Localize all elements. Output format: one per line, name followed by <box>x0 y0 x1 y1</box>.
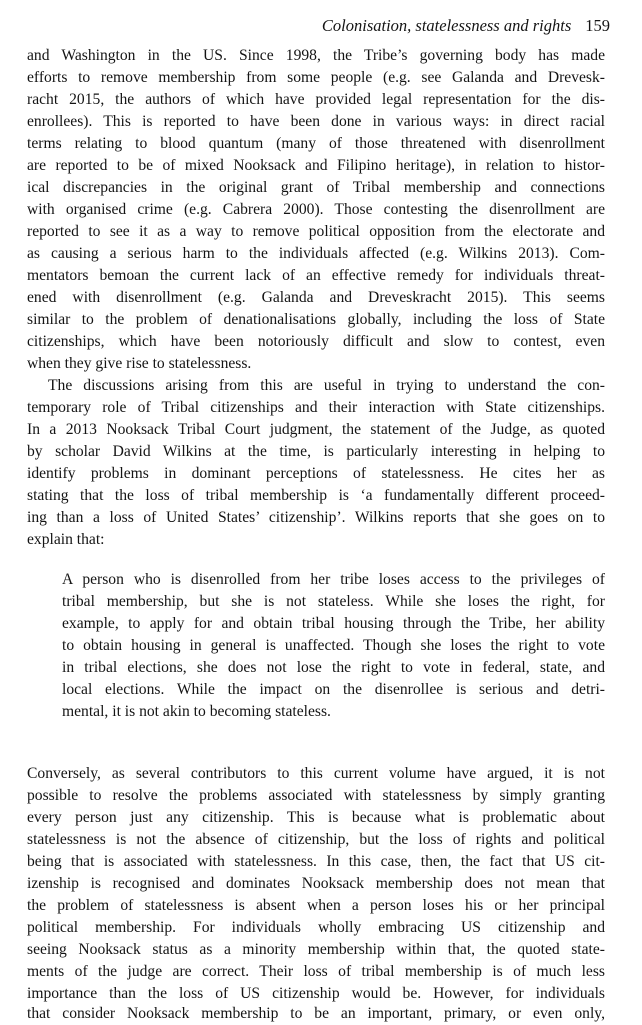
page-number: 159 <box>585 16 610 35</box>
running-header <box>322 16 610 36</box>
text-line: ing than a loss of United States’ citizenship’. Wilkins reports that she goes on to <box>27 509 605 526</box>
text-line: possible to resolve the problems associated with statelessness by simply granting <box>27 787 605 804</box>
text-line: seeing Nooksack status as a minority membership within that, the quoted state- <box>27 941 605 958</box>
running-title: Colonisation, statelessness and rights <box>321 16 572 35</box>
text-line: when they give rise to statelessness. <box>27 355 252 372</box>
text-line: importance than the loss of US citizenship would be. However, for individuals <box>27 985 605 1002</box>
text-line: ments of the judge are correct. Their loss of tribal membership is of much less <box>27 963 605 980</box>
text-line: mentators bemoan the current lack of an effective remedy for individuals threat- <box>27 267 605 284</box>
text-line: ical discrepancies in the original grant of Tribal membership and connections <box>27 179 605 196</box>
text-line: statelessness is not the absence of citizenship, but the loss of rights and political <box>27 831 605 848</box>
text-line: temporary role of Tribal citizenships and their interaction with State citizenships. <box>27 399 605 416</box>
quote-line: example, to apply for and obtain tribal housing through the Tribe, her ability <box>62 615 605 632</box>
text-line: Conversely, as several contributors to this current volume have argued, it is not <box>27 765 605 782</box>
text-line: every person just any citizenship. This is because what is problematic about <box>27 809 605 826</box>
text-line: are reported to be of mixed Nooksack and Filipino heritage), in relation to histor- <box>27 157 605 174</box>
text-line: that consider Nooksack membership to be an important, primary, or even only, <box>27 1005 605 1022</box>
text-line: izenship is recognised and dominates Nooksack membership does not mean that <box>27 875 605 892</box>
text-line: citizenships, which have been notoriously difficult and slow to contest, even <box>27 333 605 350</box>
text-line: The discussions arising from this are useful in trying to understand the con- <box>48 377 605 394</box>
text-line: and Washington in the US. Since 1998, the Tribe’s governing body has made <box>27 47 605 64</box>
text-line: enrollees). This is reported to have been done in various ways: in direct racial <box>27 113 605 130</box>
text-line: similar to the problem of denationalisations globally, including the loss of State <box>27 311 605 328</box>
text-line: as causing a serious harm to the individuals affected (e.g. Wilkins 2013). Com- <box>27 245 605 262</box>
text-line: the problem of statelessness is absent when a person loses his or her principal <box>27 897 605 914</box>
text-line: reported to see it as a way to remove political opposition from the electorate and <box>27 223 605 240</box>
text-line: In a 2013 Nooksack Tribal Court judgment, the statement of the Judge, as quoted <box>27 421 605 438</box>
quote-line: in tribal elections, she does not lose the right to vote in federal, state, and <box>62 659 605 676</box>
text-line: identify problems in dominant perceptions of statelessness. He cites her as <box>27 465 605 482</box>
text-line: racht 2015, the authors of which have provided legal representation for the dis- <box>27 91 605 108</box>
text-line: explain that: <box>27 531 105 548</box>
quote-line: mental, it is not akin to becoming stateless. <box>62 703 331 720</box>
text-line: stating that the loss of tribal membership is ‘a fundamentally different proceed- <box>27 487 605 504</box>
text-line: being that is associated with statelessness. In this case, then, the fact that US cit- <box>27 853 605 870</box>
quote-line: local elections. While the impact on the disenrollee is serious and detri- <box>62 681 605 698</box>
quote-line: to obtain housing in general is unaffected. Though she loses the right to vote <box>62 637 605 654</box>
text-line: ened with disenrollment (e.g. Galanda and Dreveskracht 2015). This seems <box>27 289 605 306</box>
text-line: with organised crime (e.g. Cabrera 2000). Those contesting the disenrollment are <box>27 201 605 218</box>
quote-line: tribal membership, but she is not stateless. While she loses the right, for <box>62 593 605 610</box>
text-line: political membership. For individuals wholly embracing US citizenship and <box>27 919 605 936</box>
quote-line: A person who is disenrolled from her tribe loses access to the privileges of <box>62 571 605 588</box>
text-line: efforts to remove membership from some people (e.g. see Galanda and Drevesk- <box>27 69 605 86</box>
text-line: terms relating to blood quantum (many of those threatened with disenrollment <box>27 135 605 152</box>
text-line: by scholar David Wilkins at the time, is particularly interesting in helping to <box>27 443 605 460</box>
